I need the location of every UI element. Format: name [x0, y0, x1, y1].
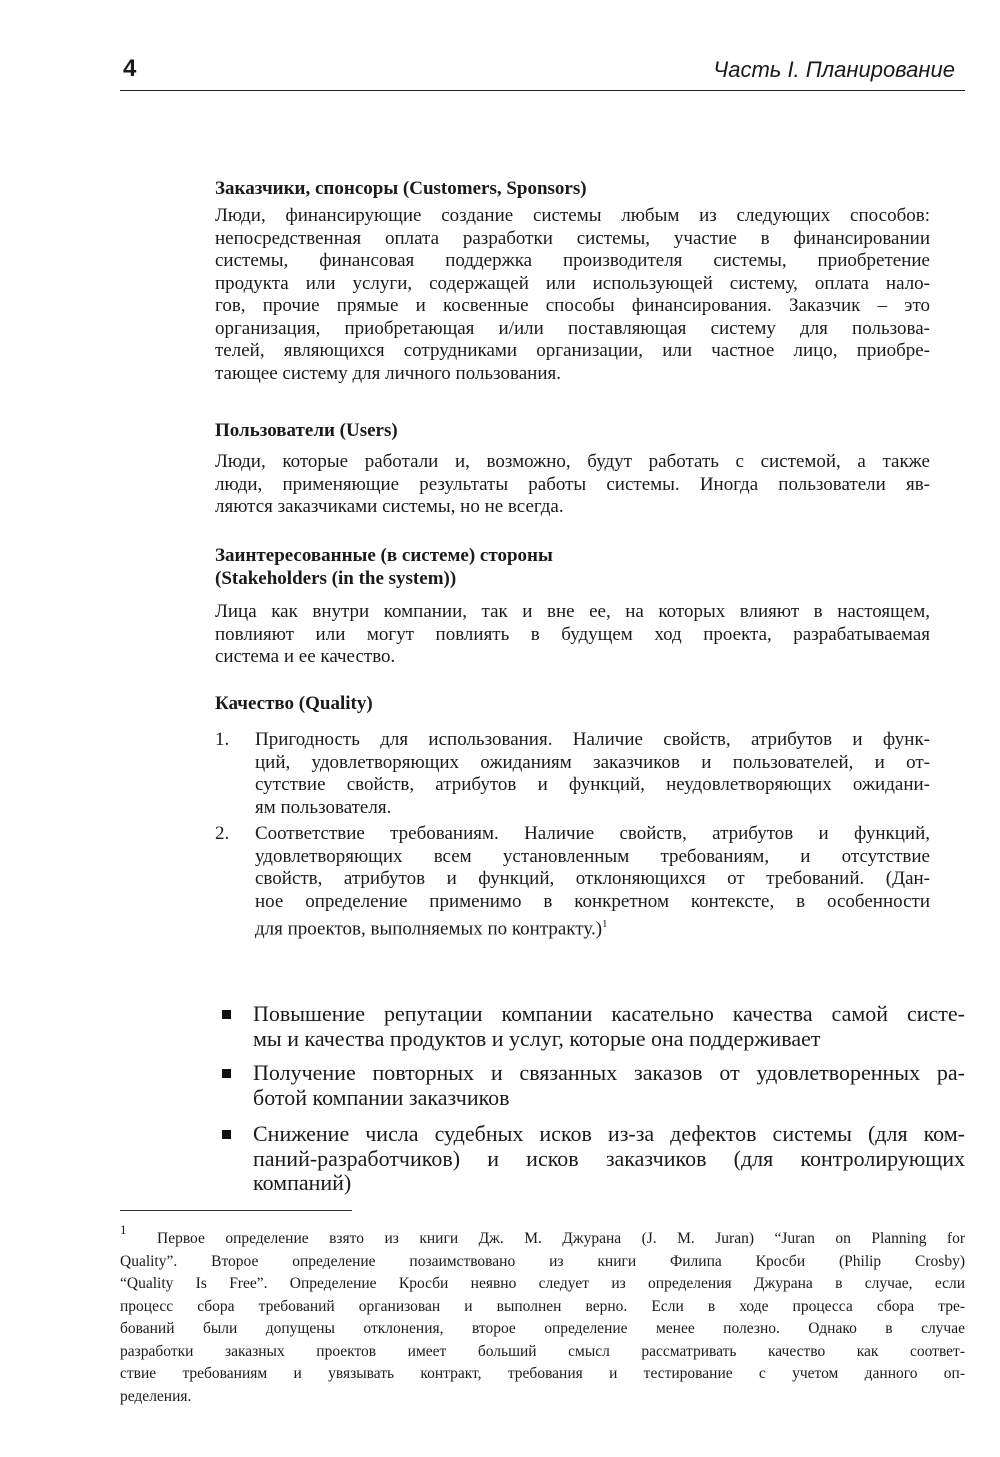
text-line: Соответствие требованиям. Наличие свойств, атрибутов и функций, [255, 823, 930, 844]
paragraph-stakeholders [215, 601, 930, 669]
footnote-reference[interactable]: 1 [602, 918, 608, 930]
text-line: Снижение числа судебных исков из-за дефектов системы (для ком- [253, 1121, 965, 1146]
text-line: свойств, атрибутов и функций, отклоняющихся от требований. (Дан- [255, 868, 930, 889]
text-line: системы, финансовая поддержка производителя системы, приобретение [215, 250, 930, 271]
bullet-item [222, 1002, 965, 1051]
bullet-square-icon [222, 1010, 231, 1019]
heading-line: (Stakeholders (in the system)) [215, 568, 457, 589]
text-span: для проектов, выполняемых по контракту.) [255, 918, 603, 940]
text-line: Получение повторных и связанных заказов от удовлетворенных ра- [253, 1060, 965, 1085]
heading-line: Заинтересованные (в системе) стороны [215, 545, 553, 566]
text-line: телей, являющихся сотрудниками организации, или частное лицо, приобре- [215, 340, 930, 361]
text-line: разработки заказных проектов имеет больший смысл рассматривать качество как соответ- [120, 1342, 965, 1360]
footnote-rule [120, 1210, 352, 1211]
list-number: 1. [215, 729, 230, 750]
text-line: паний-разработчиков) и исков заказчиков (для контролирующих [253, 1145, 965, 1171]
paragraph-users [215, 451, 930, 519]
text-line: организация, приобретающая и/или поставляющая систему для пользова- [215, 317, 930, 339]
footnote-mark: 1 [120, 1222, 127, 1237]
text-line: “Quality Is Free”. Определение Кросби неявно следует из определения Джурана в случае, если [120, 1275, 965, 1292]
section-heading-stakeholders [215, 544, 553, 590]
text-line: тающее систему для личного пользования. [215, 362, 561, 384]
text-line: люди, применяющие результаты работы системы. Иногда пользователи яв- [215, 473, 930, 495]
text-line: ботой компании заказчиков [253, 1084, 510, 1110]
quality-definition-2 [215, 823, 930, 940]
text-line: компаний) [253, 1170, 352, 1195]
text-line: ствие требованиям и увязывать контракт, требования и тестирование с учетом данного оп- [120, 1365, 965, 1382]
text-line: система и ее качество. [215, 646, 396, 667]
text-line: ределения. [120, 1387, 192, 1405]
header-rule [120, 90, 965, 91]
text-line: продукта или услуги, содержащей или использующей систему, оплата нало- [215, 272, 930, 294]
text-line: бований были допущены отклонения, второе определение менее полезно. Однако в случае [120, 1320, 965, 1337]
paragraph-customers [215, 205, 930, 385]
text-line: Повышение репутации компании касательно качества самой систе- [253, 1001, 965, 1026]
bullet-square-icon [222, 1069, 231, 1078]
running-header-title: Часть I. Планирование [713, 57, 955, 82]
text-line: ное определение применимо в конкретном контексте, в особенности [255, 890, 930, 912]
text-line: мы и качества продуктов и услуг, которые она поддерживает [253, 1025, 821, 1051]
text-line: Пригодность для использования. Наличие свойств, атрибутов и функ- [255, 729, 930, 750]
text-line: гов, прочие прямые и косвенные способы финансирования. Заказчик – это [215, 295, 930, 316]
text-line: сутствие свойств, атрибутов и функций, неудовлетворяющих ожидани- [255, 774, 930, 795]
text-line: повлияют или могут повлиять в будущем ход проекта, разрабатываемая [215, 623, 930, 645]
footnote [120, 1222, 965, 1408]
text-line: удовлетворяющих всем установленным требованиям, и отсутствие [255, 845, 930, 867]
text-line: Лица как внутри компании, так и вне ее, на которых влияют в настоящем, [215, 601, 930, 622]
section-heading-quality: Качество (Quality) [215, 693, 373, 714]
text-line [255, 913, 930, 940]
text-line: непосредственная оплата разработки системы, участие в финансировании [215, 227, 930, 249]
bullet-square-icon [222, 1130, 231, 1139]
text-line: Quality”. Второе определение позаимствовано из книги Филипа Кросби (Philip Crosby) [120, 1252, 965, 1270]
list-number: 2. [215, 823, 230, 844]
text-line: Люди, которые работали и, возможно, будут работать с системой, а также [215, 451, 930, 472]
section-heading-users: Пользователи (Users) [215, 420, 398, 441]
text-line: ляются заказчиками системы, но не всегда. [215, 496, 564, 517]
text-line: Люди, финансирующие создание системы любым из следующих способов: [215, 205, 930, 226]
text-line: процесс сбора требований организован и выполнен верно. Если в ходе процесса сбора тре- [120, 1297, 965, 1315]
bullet-item [222, 1122, 965, 1196]
section-heading-customers: Заказчики, спонсоры (Customers, Sponsors) [215, 178, 587, 199]
bullet-item [222, 1061, 965, 1110]
page-number: 4 [123, 55, 137, 82]
text-line: ям пользователя. [255, 796, 392, 818]
text-line: Первое определение взято из книги Дж. М. Джурана (J. M. Juran) “Juran on Planning for [157, 1230, 965, 1247]
text-line: ций, удовлетворяющих ожиданиям заказчиков и пользователей, и от- [255, 751, 930, 773]
quality-definition-1 [215, 729, 930, 819]
